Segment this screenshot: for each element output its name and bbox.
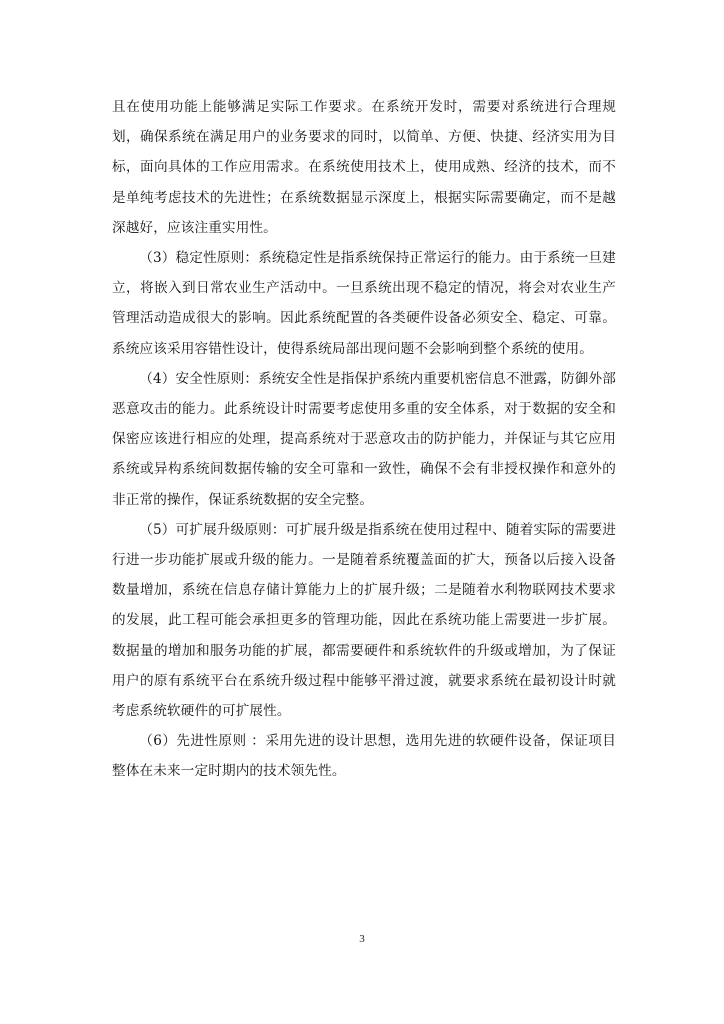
paragraph-stability-principle: （3）稳定性原则：系统稳定性是指系统保持正常运行的能力。由于系统一旦建立，将嵌入到日常农业生产活动中。一旦系统出现不稳定的情况，将会对农业生产管理活动造成很大的影响。因此系统配置的各类硬件设备必须安全、稳定、可靠。系统应该采用容错性设计，使得系统局部出现问题不会影响到整个系统的使用。 — [112, 250, 616, 357]
paragraph-security-principle: （4）安全性原则：系统安全性是指保护系统内重要机密信息不泄露，防御外部恶意攻击的能力。此系统设计时需要考虑使用多重的安全体系，对于数据的安全和保密应该进行相应的处理，提高系统对于恶意攻击的防护能力，并保证与其它应用系统或异构系统间数据传输的安全可靠和一致性，确保不会有非授权操作和意外的非正常的操作，保证系统数据的安全完整。 — [112, 370, 616, 508]
paragraph-advancement-principle: （6）先进性原则 ：采用先进的设计思想，选用先进的软硬件设备，保证项目整体在未来一定时期内的技术领先性。 — [112, 733, 616, 780]
paragraph-continuation: 且在使用功能上能够满足实际工作要求。在系统开发时，需要对系统进行合理规划，确保系统在满足用户的业务要求的同时，以简单、方便、快捷、经济实用为目标，面向具体的工作应用需求。在系统使用技术上，使用成熟、经济的技术，而不是单纯考虑技术的先进性；在系统数据显示深度上，根据实际需要确定，而不是越深越好，应该注重实用性。 — [112, 99, 616, 236]
body-text — [112, 92, 616, 787]
page-number: 3 — [359, 933, 365, 945]
paragraph-scalability-principle: （5）可扩展升级原则：可扩展升级是指系统在使用过程中、随着实际的需要进行进一步功能扩展或升级的能力。一是随着系统覆盖面的扩大，预备以后接入设备数量增加，系统在信息存储计算能力上的扩展升级；二是随着水利物联网技术要求的发展，此工程可能会承担更多的管理功能，因此在系统功能上需要进一步扩展。数据量的增加和服务功能的扩展，都需要硬件和系统软件的升级或增加，为了保证用户的原有系统平台在系统升级过程中能够平滑过渡，就要求系统在最初设计时就考虑系统软硬件的可扩展性。 — [112, 521, 616, 720]
